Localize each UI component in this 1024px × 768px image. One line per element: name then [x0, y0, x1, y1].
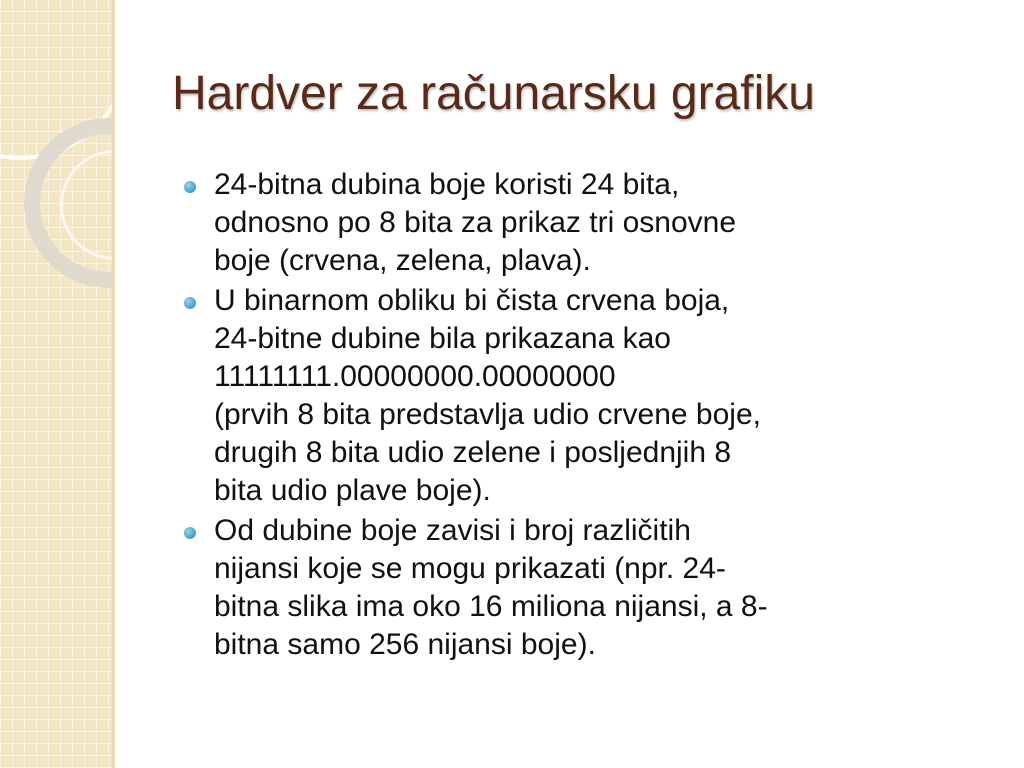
bullet-text-line: nijansi koje se mogu prikazati (npr. 24-: [214, 552, 726, 585]
bullet-text-line: 11111111.00000000.00000000: [214, 360, 616, 393]
bullet-item: [180, 512, 990, 664]
bullet-dot-icon: [184, 297, 196, 309]
bullet-dot-icon: [184, 527, 196, 539]
bullet-text-line: drugih 8 bita udio zelene i posljednjih 8: [214, 436, 732, 469]
bullet-text-line: 24-bitna dubina boje koristi 24 bita,: [214, 168, 680, 201]
bullet-text-line: bitna slika ima oko 16 miliona nijansi, a 8-: [214, 590, 768, 623]
slide-title: Hardver za računarsku grafiku: [172, 67, 815, 120]
bullet-item: [180, 282, 990, 510]
bullet-text-line: U binarnom obliku bi čista crvena boja,: [214, 284, 730, 317]
decorative-side-panel: [0, 0, 112, 768]
bullet-text-line: bitna samo 256 nijansi boje).: [214, 628, 596, 661]
bullet-text-line: Od dubine boje zavisi i broj različitih: [214, 514, 691, 547]
bullet-text-line: bita udio plave boje).: [214, 474, 491, 507]
bullet-item: [180, 166, 990, 280]
bullet-text-line: boje (crvena, zelena, plava).: [214, 244, 591, 277]
bullet-dot-icon: [184, 181, 196, 193]
bullet-list: [180, 166, 990, 666]
bullet-text-line: (prvih 8 bita predstavlja udio crvene boje,: [214, 398, 761, 431]
side-divider: [112, 0, 115, 768]
bullet-text-line: 24-bitne dubine bila prikazana kao: [214, 322, 671, 355]
bullet-text-line: odnosno po 8 bita za prikaz tri osnovne: [214, 206, 736, 239]
